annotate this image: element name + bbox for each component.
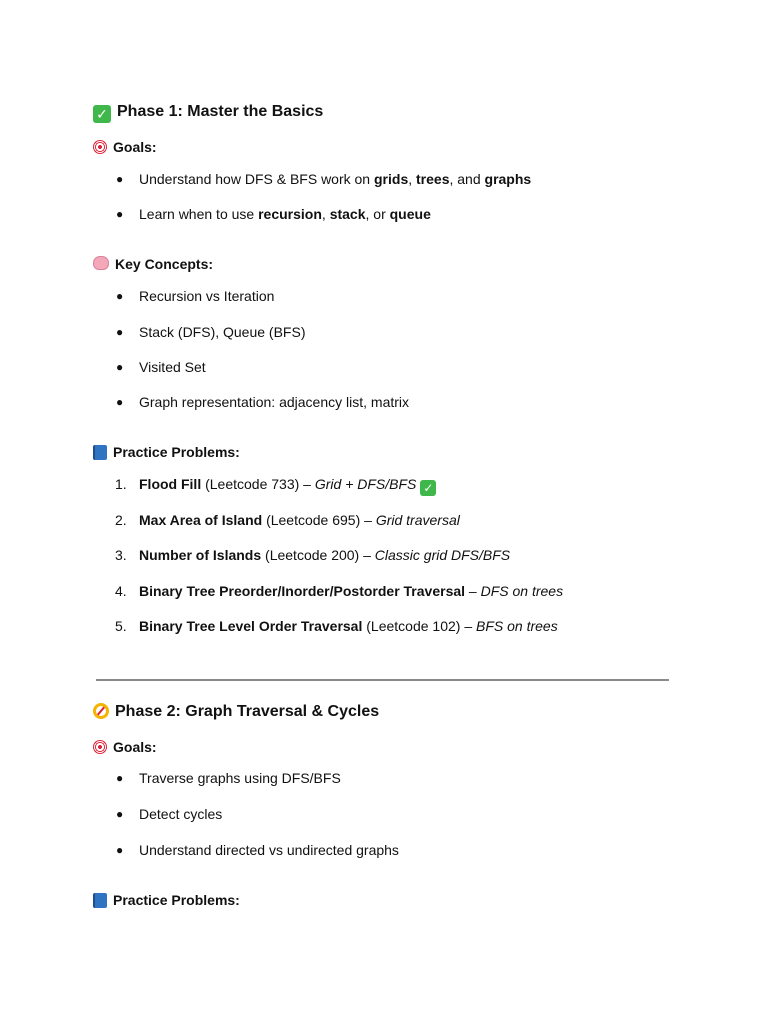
goal-text: Understand directed vs undirected graphs (139, 842, 399, 858)
problem-text: Max Area of Island (Leetcode 695) – Grid traversal (139, 512, 460, 528)
list-item (0, 547, 768, 567)
goal-text: Detect cycles (139, 806, 223, 822)
list-item (0, 770, 768, 790)
problem-text: Binary Tree Level Order Traversal (Leetcode 102) – BFS on trees (139, 618, 558, 634)
bullet: ● (116, 325, 124, 339)
item-number: 1. (115, 476, 127, 492)
problem-text: Number of Islands (Leetcode 200) – Classic grid DFS/BFS (139, 547, 511, 563)
concepts-heading-label: Key Concepts: (115, 256, 214, 272)
item-number: 3. (115, 547, 127, 563)
goal-text: Understand how DFS & BFS work on grids, trees, and graphs (139, 171, 532, 187)
concept-text: Graph representation: adjacency list, matrix (139, 394, 410, 410)
bullet: ● (116, 771, 124, 785)
goal-text: Learn when to use recursion, stack, or queue (139, 206, 431, 222)
goal-text: Traverse graphs using DFS/BFS (139, 770, 341, 786)
item-number: 4. (115, 583, 127, 599)
list-item (0, 206, 768, 226)
item-number: 5. (115, 618, 127, 634)
problem-text: Flood Fill (Leetcode 733) – Grid + DFS/BFS ✓ (139, 476, 436, 496)
concept-text: Recursion vs Iteration (139, 288, 275, 304)
list-item (0, 171, 768, 191)
list-item (0, 476, 768, 498)
phase1-title: Phase 1: Master the Basics (117, 103, 324, 120)
practice-heading (93, 444, 240, 460)
list-item (0, 583, 768, 603)
concept-text: Stack (DFS), Queue (BFS) (139, 324, 306, 340)
item-number: 2. (115, 512, 127, 528)
bullet: ● (116, 843, 124, 857)
bullet: ● (116, 289, 124, 303)
blue-book-icon (93, 445, 107, 460)
list-item (0, 359, 768, 379)
goals-heading-label: Goals: (113, 139, 157, 155)
target-icon (93, 140, 107, 154)
bullet: ● (116, 360, 124, 374)
bullet: ● (116, 395, 124, 409)
check-mark-icon: ✓ (93, 105, 111, 123)
practice-heading-label: Practice Problems: (113, 892, 240, 908)
practice-heading-label: Practice Problems: (113, 444, 240, 460)
brain-icon (93, 256, 109, 270)
blue-book-icon (93, 893, 107, 908)
bullet: ● (116, 172, 124, 186)
compass-icon (93, 703, 109, 719)
concept-text: Visited Set (139, 359, 206, 375)
concepts-heading (93, 256, 213, 272)
list-item (0, 806, 768, 826)
phase2-goals-heading (93, 739, 157, 755)
section-divider (96, 679, 669, 681)
list-item (0, 288, 768, 308)
bullet: ● (116, 807, 124, 821)
list-item (0, 512, 768, 532)
bullet: ● (116, 207, 124, 221)
phase1-heading (93, 103, 323, 123)
list-item (0, 324, 768, 344)
check-mark-icon: ✓ (420, 480, 436, 496)
list-item (0, 842, 768, 862)
list-item (0, 618, 768, 638)
list-item (0, 394, 768, 414)
phase2-title: Phase 2: Graph Traversal & Cycles (115, 703, 380, 720)
problem-text: Binary Tree Preorder/Inorder/Postorder Traversal – DFS on trees (139, 583, 564, 599)
goals-heading-label: Goals: (113, 739, 157, 755)
phase2-practice-heading (93, 892, 240, 908)
phase2-heading (93, 703, 379, 721)
phase1-goals-heading (93, 139, 157, 155)
target-icon (93, 740, 107, 754)
